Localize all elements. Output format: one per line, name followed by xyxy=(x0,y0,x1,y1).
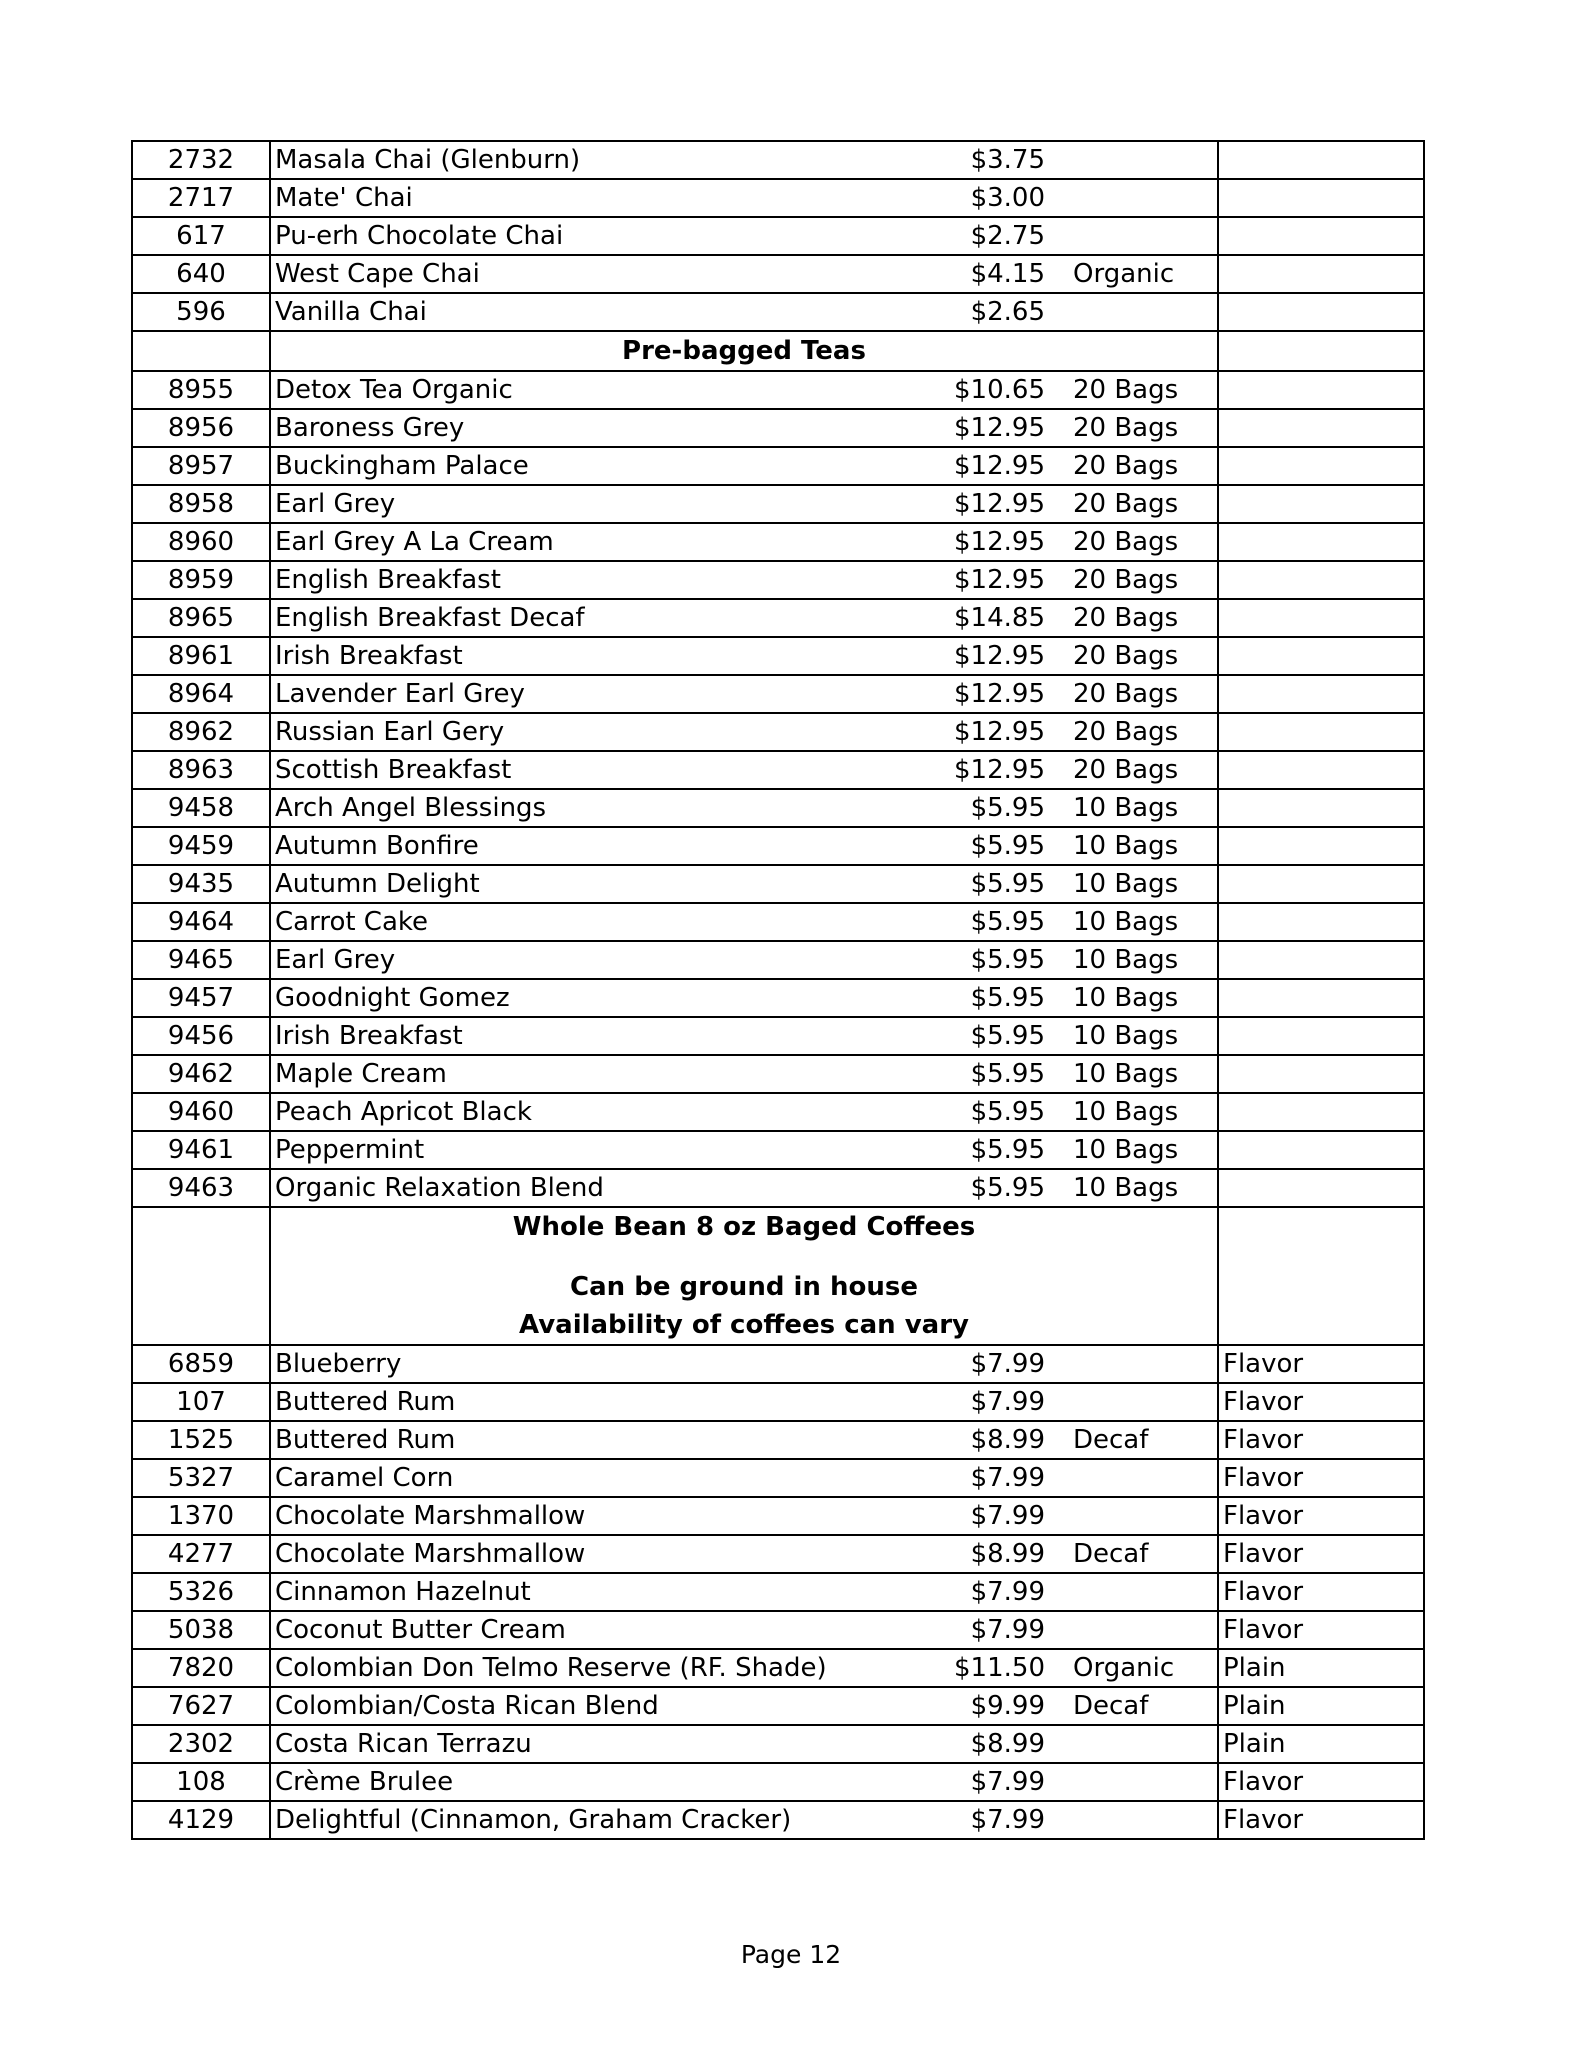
item-price: $12.95 xyxy=(927,409,1053,447)
spacer xyxy=(271,1246,1217,1268)
item-price: $7.99 xyxy=(927,1611,1053,1649)
item-number: 9461 xyxy=(132,1131,270,1169)
table-row xyxy=(132,1421,1424,1459)
item-type xyxy=(1218,179,1424,217)
section-empty-cell xyxy=(132,1207,270,1345)
section-heading-line: Can be ground in house xyxy=(570,1272,918,1302)
item-name: Colombian/Costa Rican Blend xyxy=(270,1687,927,1725)
item-number: 9456 xyxy=(132,1017,270,1055)
item-note: 20 Bags xyxy=(1053,485,1218,523)
item-name: Pu-erh Chocolate Chai xyxy=(270,217,927,255)
item-note xyxy=(1053,293,1218,331)
table-row xyxy=(132,561,1424,599)
item-price: $10.65 xyxy=(927,371,1053,409)
item-name: Detox Tea Organic xyxy=(270,371,927,409)
item-price: $7.99 xyxy=(927,1763,1053,1801)
table-row xyxy=(132,827,1424,865)
item-name: Scottish Breakfast xyxy=(270,751,927,789)
item-number: 8963 xyxy=(132,751,270,789)
item-name: Coconut Butter Cream xyxy=(270,1611,927,1649)
item-number: 9463 xyxy=(132,1169,270,1207)
table-row xyxy=(132,941,1424,979)
item-name: Baroness Grey xyxy=(270,409,927,447)
table-row xyxy=(132,1497,1424,1535)
item-type xyxy=(1218,675,1424,713)
item-price: $5.95 xyxy=(927,1093,1053,1131)
table-row xyxy=(132,751,1424,789)
item-note: Organic xyxy=(1053,1649,1218,1687)
item-note: Organic xyxy=(1053,255,1218,293)
item-name: Peach Apricot Black xyxy=(270,1093,927,1131)
item-note xyxy=(1053,1383,1218,1421)
table-row xyxy=(132,865,1424,903)
item-price: $3.00 xyxy=(927,179,1053,217)
item-number: 9465 xyxy=(132,941,270,979)
section-heading xyxy=(270,1207,1218,1345)
item-number: 8960 xyxy=(132,523,270,561)
table-row xyxy=(132,1055,1424,1093)
item-note xyxy=(1053,1725,1218,1763)
item-name: Arch Angel Blessings xyxy=(270,789,927,827)
item-number: 8961 xyxy=(132,637,270,675)
item-name: English Breakfast xyxy=(270,561,927,599)
item-type: Plain xyxy=(1218,1725,1424,1763)
item-name: Earl Grey xyxy=(270,485,927,523)
item-number: 6859 xyxy=(132,1345,270,1383)
table-row xyxy=(132,1611,1424,1649)
page-number: Page 12 xyxy=(740,1940,842,1969)
item-number: 9458 xyxy=(132,789,270,827)
table-row xyxy=(132,1383,1424,1421)
item-name: Colombian Don Telmo Reserve (RF. Shade) xyxy=(270,1649,927,1687)
item-number: 5326 xyxy=(132,1573,270,1611)
item-name: Mate' Chai xyxy=(270,179,927,217)
table-row xyxy=(132,1345,1424,1383)
section-heading-line: Whole Bean 8 oz Baged Coffees xyxy=(512,1212,976,1242)
table-row xyxy=(132,409,1424,447)
item-number: 5327 xyxy=(132,1459,270,1497)
table-row xyxy=(132,371,1424,409)
item-note: 10 Bags xyxy=(1053,1017,1218,1055)
item-number: 4129 xyxy=(132,1801,270,1839)
item-number: 8956 xyxy=(132,409,270,447)
section-header-prebagged xyxy=(132,331,1424,371)
item-type xyxy=(1218,789,1424,827)
item-name: Irish Breakfast xyxy=(270,1017,927,1055)
item-number: 9459 xyxy=(132,827,270,865)
item-number: 8964 xyxy=(132,675,270,713)
item-number: 2717 xyxy=(132,179,270,217)
item-note xyxy=(1053,141,1218,179)
item-number: 2732 xyxy=(132,141,270,179)
item-name: Buttered Rum xyxy=(270,1421,927,1459)
item-note: 10 Bags xyxy=(1053,903,1218,941)
item-type xyxy=(1218,447,1424,485)
item-name: Blueberry xyxy=(270,1345,927,1383)
table-row xyxy=(132,1687,1424,1725)
item-type xyxy=(1218,217,1424,255)
item-note: 20 Bags xyxy=(1053,713,1218,751)
item-price: $7.99 xyxy=(927,1383,1053,1421)
item-price: $12.95 xyxy=(927,713,1053,751)
item-name: Organic Relaxation Blend xyxy=(270,1169,927,1207)
table-row xyxy=(132,599,1424,637)
item-number: 8959 xyxy=(132,561,270,599)
item-number: 9457 xyxy=(132,979,270,1017)
item-type xyxy=(1218,713,1424,751)
item-note: 20 Bags xyxy=(1053,371,1218,409)
item-note xyxy=(1053,1573,1218,1611)
table-row xyxy=(132,293,1424,331)
item-number: 9462 xyxy=(132,1055,270,1093)
item-name: Autumn Delight xyxy=(270,865,927,903)
item-note: 10 Bags xyxy=(1053,979,1218,1017)
item-name: Autumn Bonfire xyxy=(270,827,927,865)
item-price: $5.95 xyxy=(927,1169,1053,1207)
item-note: 10 Bags xyxy=(1053,789,1218,827)
item-type xyxy=(1218,1131,1424,1169)
item-number: 8955 xyxy=(132,371,270,409)
item-price: $5.95 xyxy=(927,827,1053,865)
item-type xyxy=(1218,293,1424,331)
item-type xyxy=(1218,827,1424,865)
price-list-table xyxy=(131,140,1425,1840)
item-type xyxy=(1218,865,1424,903)
item-type xyxy=(1218,1017,1424,1055)
item-type xyxy=(1218,561,1424,599)
item-note: 20 Bags xyxy=(1053,751,1218,789)
item-type xyxy=(1218,371,1424,409)
item-name: Chocolate Marshmallow xyxy=(270,1497,927,1535)
item-note: 10 Bags xyxy=(1053,1093,1218,1131)
table-row xyxy=(132,1649,1424,1687)
item-note: 20 Bags xyxy=(1053,523,1218,561)
table-row xyxy=(132,255,1424,293)
section-header-coffee xyxy=(132,1207,1424,1345)
item-type: Flavor xyxy=(1218,1421,1424,1459)
table-row xyxy=(132,713,1424,751)
item-name: Masala Chai (Glenburn) xyxy=(270,141,927,179)
item-number: 9460 xyxy=(132,1093,270,1131)
item-price: $12.95 xyxy=(927,485,1053,523)
table-row xyxy=(132,1725,1424,1763)
item-price: $5.95 xyxy=(927,865,1053,903)
item-note: 20 Bags xyxy=(1053,637,1218,675)
item-price: $12.95 xyxy=(927,637,1053,675)
item-note: 20 Bags xyxy=(1053,409,1218,447)
section-empty-cell xyxy=(1218,1207,1424,1345)
item-price: $4.15 xyxy=(927,255,1053,293)
item-name: Crème Brulee xyxy=(270,1763,927,1801)
section-heading-line: Availability of coffees can vary xyxy=(519,1310,969,1340)
item-price: $12.95 xyxy=(927,447,1053,485)
section-empty-cell xyxy=(1218,331,1424,371)
item-note xyxy=(1053,179,1218,217)
item-note: 10 Bags xyxy=(1053,1169,1218,1207)
item-number: 8958 xyxy=(132,485,270,523)
item-price: $12.95 xyxy=(927,751,1053,789)
item-type: Flavor xyxy=(1218,1497,1424,1535)
item-number: 8965 xyxy=(132,599,270,637)
item-type xyxy=(1218,1169,1424,1207)
item-note: 10 Bags xyxy=(1053,865,1218,903)
price-list-body xyxy=(132,141,1424,1839)
item-type xyxy=(1218,1093,1424,1131)
item-note: 10 Bags xyxy=(1053,941,1218,979)
item-price: $5.95 xyxy=(927,979,1053,1017)
section-empty-cell xyxy=(132,331,270,371)
table-row xyxy=(132,1535,1424,1573)
item-note xyxy=(1053,217,1218,255)
item-name: Cinnamon Hazelnut xyxy=(270,1573,927,1611)
item-price: $5.95 xyxy=(927,1017,1053,1055)
item-name: Russian Earl Gery xyxy=(270,713,927,751)
item-note: 10 Bags xyxy=(1053,1055,1218,1093)
item-name: Maple Cream xyxy=(270,1055,927,1093)
item-name: Costa Rican Terrazu xyxy=(270,1725,927,1763)
item-number: 7627 xyxy=(132,1687,270,1725)
item-type xyxy=(1218,141,1424,179)
item-name: Earl Grey A La Cream xyxy=(270,523,927,561)
item-price: $12.95 xyxy=(927,561,1053,599)
item-note xyxy=(1053,1459,1218,1497)
item-price: $7.99 xyxy=(927,1459,1053,1497)
item-type: Flavor xyxy=(1218,1573,1424,1611)
table-row xyxy=(132,1801,1424,1839)
item-note: 20 Bags xyxy=(1053,599,1218,637)
table-row xyxy=(132,1017,1424,1055)
item-number: 4277 xyxy=(132,1535,270,1573)
item-type xyxy=(1218,409,1424,447)
item-type xyxy=(1218,941,1424,979)
section-heading xyxy=(270,331,1218,371)
item-type: Plain xyxy=(1218,1687,1424,1725)
table-row xyxy=(132,1573,1424,1611)
item-number: 107 xyxy=(132,1383,270,1421)
item-note: Decaf xyxy=(1053,1535,1218,1573)
item-name: Lavender Earl Grey xyxy=(270,675,927,713)
item-name: Buckingham Palace xyxy=(270,447,927,485)
item-price: $5.95 xyxy=(927,941,1053,979)
table-row xyxy=(132,789,1424,827)
item-note xyxy=(1053,1497,1218,1535)
item-type xyxy=(1218,599,1424,637)
table-row xyxy=(132,447,1424,485)
item-note xyxy=(1053,1763,1218,1801)
item-name: Buttered Rum xyxy=(270,1383,927,1421)
table-row xyxy=(132,485,1424,523)
item-type: Flavor xyxy=(1218,1763,1424,1801)
item-number: 596 xyxy=(132,293,270,331)
item-type: Flavor xyxy=(1218,1345,1424,1383)
item-note: 20 Bags xyxy=(1053,675,1218,713)
table-row xyxy=(132,1763,1424,1801)
item-type xyxy=(1218,751,1424,789)
item-type xyxy=(1218,485,1424,523)
item-type xyxy=(1218,637,1424,675)
item-name: Peppermint xyxy=(270,1131,927,1169)
item-price: $3.75 xyxy=(927,141,1053,179)
item-number: 5038 xyxy=(132,1611,270,1649)
item-number: 108 xyxy=(132,1763,270,1801)
item-number: 9464 xyxy=(132,903,270,941)
item-price: $5.95 xyxy=(927,1055,1053,1093)
item-type: Flavor xyxy=(1218,1611,1424,1649)
section-heading-line: Pre-bagged Teas xyxy=(622,336,866,366)
item-type xyxy=(1218,523,1424,561)
item-note: 20 Bags xyxy=(1053,447,1218,485)
table-row xyxy=(132,903,1424,941)
item-name: English Breakfast Decaf xyxy=(270,599,927,637)
item-note: Decaf xyxy=(1053,1421,1218,1459)
item-type xyxy=(1218,1055,1424,1093)
item-type xyxy=(1218,903,1424,941)
table-row xyxy=(132,637,1424,675)
item-note xyxy=(1053,1611,1218,1649)
item-type: Flavor xyxy=(1218,1459,1424,1497)
item-price: $5.95 xyxy=(927,789,1053,827)
item-type: Flavor xyxy=(1218,1535,1424,1573)
item-name: Irish Breakfast xyxy=(270,637,927,675)
item-number: 9435 xyxy=(132,865,270,903)
item-price: $9.99 xyxy=(927,1687,1053,1725)
item-type xyxy=(1218,979,1424,1017)
item-price: $5.95 xyxy=(927,903,1053,941)
item-number: 617 xyxy=(132,217,270,255)
item-number: 1525 xyxy=(132,1421,270,1459)
table-row xyxy=(132,217,1424,255)
item-type xyxy=(1218,255,1424,293)
item-number: 8962 xyxy=(132,713,270,751)
item-name: Carrot Cake xyxy=(270,903,927,941)
table-row xyxy=(132,1169,1424,1207)
item-name: West Cape Chai xyxy=(270,255,927,293)
item-price: $7.99 xyxy=(927,1497,1053,1535)
item-name: Goodnight Gomez xyxy=(270,979,927,1017)
table-row xyxy=(132,179,1424,217)
item-name: Vanilla Chai xyxy=(270,293,927,331)
item-price: $2.65 xyxy=(927,293,1053,331)
item-number: 8957 xyxy=(132,447,270,485)
item-name: Delightful (Cinnamon, Graham Cracker) xyxy=(270,1801,927,1839)
table-row xyxy=(132,1093,1424,1131)
item-number: 7820 xyxy=(132,1649,270,1687)
table-row xyxy=(132,1131,1424,1169)
item-price: $7.99 xyxy=(927,1345,1053,1383)
item-type: Flavor xyxy=(1218,1801,1424,1839)
item-price: $12.95 xyxy=(927,523,1053,561)
item-type: Plain xyxy=(1218,1649,1424,1687)
item-price: $11.50 xyxy=(927,1649,1053,1687)
item-price: $8.99 xyxy=(927,1421,1053,1459)
item-note: 10 Bags xyxy=(1053,1131,1218,1169)
item-price: $14.85 xyxy=(927,599,1053,637)
table-row xyxy=(132,141,1424,179)
item-price: $8.99 xyxy=(927,1535,1053,1573)
table-row xyxy=(132,523,1424,561)
item-note: 10 Bags xyxy=(1053,827,1218,865)
table-row xyxy=(132,979,1424,1017)
item-type: Flavor xyxy=(1218,1383,1424,1421)
item-name: Earl Grey xyxy=(270,941,927,979)
item-price: $12.95 xyxy=(927,675,1053,713)
item-price: $7.99 xyxy=(927,1573,1053,1611)
item-name: Caramel Corn xyxy=(270,1459,927,1497)
item-note xyxy=(1053,1801,1218,1839)
table-row xyxy=(132,675,1424,713)
item-note: 20 Bags xyxy=(1053,561,1218,599)
item-number: 1370 xyxy=(132,1497,270,1535)
item-price: $2.75 xyxy=(927,217,1053,255)
item-price: $8.99 xyxy=(927,1725,1053,1763)
item-number: 2302 xyxy=(132,1725,270,1763)
item-price: $5.95 xyxy=(927,1131,1053,1169)
table-row xyxy=(132,1459,1424,1497)
item-note: Decaf xyxy=(1053,1687,1218,1725)
item-name: Chocolate Marshmallow xyxy=(270,1535,927,1573)
item-note xyxy=(1053,1345,1218,1383)
item-price: $7.99 xyxy=(927,1801,1053,1839)
item-number: 640 xyxy=(132,255,270,293)
